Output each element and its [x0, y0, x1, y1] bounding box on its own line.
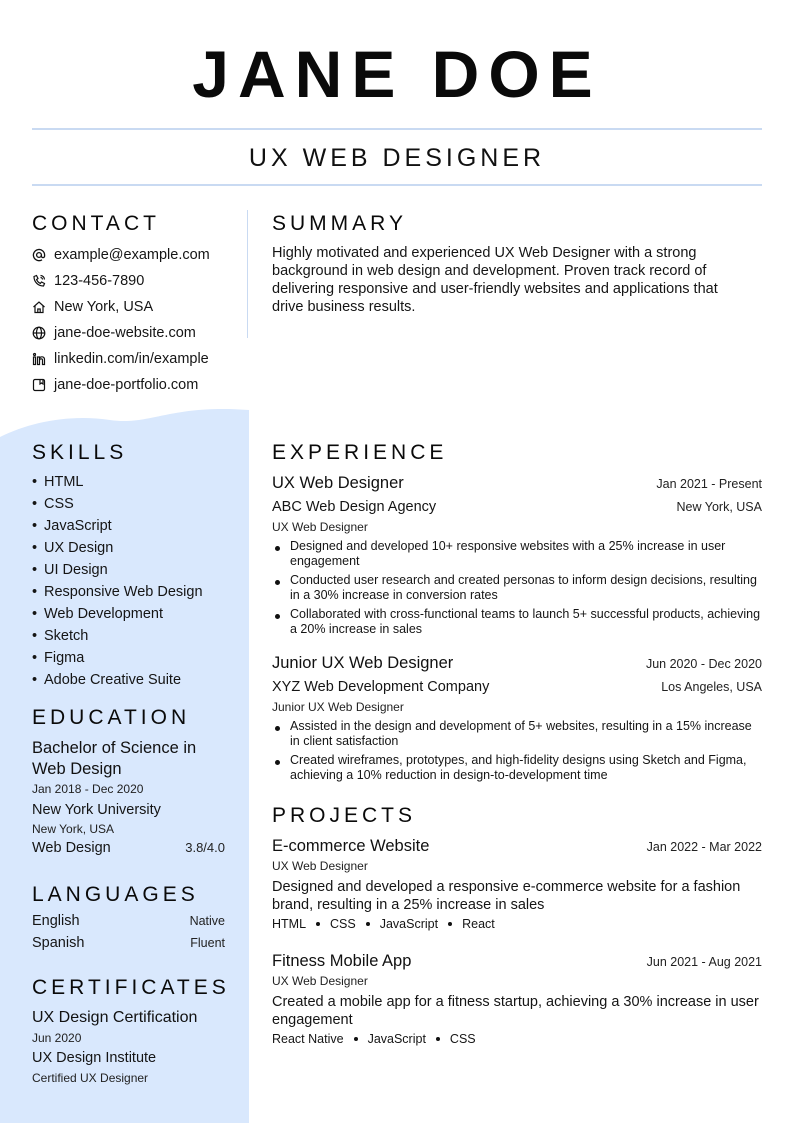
list-item: • HTML	[32, 474, 84, 490]
list-item: Assisted in the design and development of 5+ websites, resulting in a 15% increase in client satisfaction	[272, 719, 762, 749]
languages-heading: LANGUAGES	[32, 883, 199, 906]
school-location: New York, USA	[32, 822, 115, 836]
job-location: New York, USA	[676, 500, 762, 514]
list-item: • Web Development	[32, 606, 164, 622]
language-level: Native	[189, 914, 225, 928]
list-item: • JavaScript	[32, 518, 112, 534]
degree-name: Bachelor of Science in Web Design	[32, 739, 197, 778]
list-item: • UI Design	[32, 562, 108, 578]
languages-list	[32, 913, 225, 957]
school-name: New York University	[32, 802, 161, 818]
list-item: Created wireframes, prototypes, and high-fidelity designs using Sketch and Figma, achieving a 10% reduction in design-to-development time	[272, 753, 762, 783]
list-item: • Figma	[32, 650, 85, 666]
job-bullets	[272, 719, 762, 783]
project-title: E-commerce Website	[272, 837, 430, 855]
list-item: • Sketch	[32, 628, 89, 644]
language-name: English	[32, 913, 80, 929]
projects-heading: PROJECTS	[272, 804, 417, 827]
project-entry	[272, 949, 762, 1046]
certificate-title: UX Design Certification	[32, 1009, 198, 1026]
language-row	[32, 935, 225, 957]
project-tags	[272, 917, 762, 931]
contact-list	[32, 242, 242, 398]
language-name: Spanish	[32, 935, 85, 951]
skills-list	[32, 471, 242, 691]
experience-heading: EXPERIENCE	[272, 441, 448, 464]
tag: CSS	[330, 917, 356, 931]
project-entry	[272, 834, 762, 931]
contact-email[interactable]	[32, 242, 242, 268]
project-dates: Jun 2021 - Aug 2021	[646, 955, 762, 969]
contact-website-text: jane-doe-website.com	[54, 325, 196, 341]
job-title: UX Web Designer	[272, 474, 404, 492]
list-item: • Responsive Web Design	[32, 584, 203, 600]
tag: JavaScript	[379, 917, 439, 931]
certificate-institution: UX Design Institute	[32, 1050, 157, 1066]
project-tags	[272, 1032, 762, 1046]
job-role: Junior UX Web Designer	[272, 700, 404, 714]
contact-portfolio[interactable]	[32, 372, 242, 398]
portfolio-icon	[32, 378, 46, 392]
tag: React Native	[272, 1032, 344, 1046]
summary-text: Highly motivated and experienced UX Web Designer with a strong background in web design and development. Proven track record of delivering responsive and user-friendly websites and applications that drive business results.	[272, 245, 718, 315]
contact-linkedin-text: linkedin.com/in/example	[54, 351, 209, 367]
education-dates: Jan 2018 - Dec 2020	[32, 782, 144, 796]
project-dates: Jan 2022 - Mar 2022	[646, 840, 762, 854]
tag: React	[462, 917, 495, 931]
project-title: Fitness Mobile App	[272, 952, 412, 970]
list-item: Designed and developed 10+ responsive websites with a 25% increase in user engagement	[272, 539, 762, 569]
skills-heading: SKILLS	[32, 441, 128, 464]
tag: HTML	[272, 917, 307, 931]
project-role: UX Web Designer	[272, 974, 368, 988]
field-of-study: Web Design	[32, 840, 111, 856]
contact-phone[interactable]	[32, 268, 242, 294]
phone-icon	[32, 274, 46, 288]
project-role: UX Web Designer	[272, 859, 368, 873]
header-divider-top	[32, 128, 762, 130]
contact-heading: CONTACT	[32, 212, 160, 235]
job-dates: Jun 2020 - Dec 2020	[645, 657, 762, 671]
candidate-name: JANE DOE	[192, 37, 602, 111]
list-item: Conducted user research and created personas to inform design decisions, resulting in a 30% increase in conversion rates	[272, 573, 762, 603]
certificate-entry	[32, 1007, 232, 1087]
at-icon	[32, 248, 46, 262]
project-description: Designed and developed a responsive e-commerce website for a fashion brand, resulting in a 25% increase in sales	[272, 879, 741, 913]
list-item: • CSS	[32, 496, 74, 512]
language-level: Fluent	[190, 936, 225, 950]
certificate-date: Jun 2020	[32, 1031, 82, 1045]
experience-entry	[272, 651, 762, 787]
contact-website[interactable]	[32, 320, 242, 346]
job-company: XYZ Web Development Company	[272, 679, 490, 695]
job-bullets	[272, 539, 762, 637]
gpa: 3.8/4.0	[185, 840, 225, 855]
home-icon	[32, 300, 46, 314]
certificates-heading: CERTIFICATES	[32, 976, 230, 999]
certificate-subtitle: Certified UX Designer	[32, 1071, 149, 1085]
column-divider	[247, 210, 248, 338]
contact-email-text: example@example.com	[54, 247, 210, 263]
education-entry	[32, 738, 225, 856]
list-item: • Adobe Creative Suite	[32, 672, 182, 688]
contact-location	[32, 294, 242, 320]
language-row	[32, 913, 225, 935]
header-divider-bottom	[32, 184, 762, 186]
globe-icon	[32, 326, 46, 340]
job-location: Los Angeles, USA	[661, 680, 762, 694]
experience-entry	[272, 471, 762, 641]
project-description: Created a mobile app for a fitness startup, achieving a 30% increase in user engagement	[272, 994, 759, 1028]
list-item: Collaborated with cross-functional teams to launch 5+ successful products, achieving a 20% increase in sales	[272, 607, 762, 637]
job-title: Junior UX Web Designer	[272, 654, 454, 672]
linkedin-icon	[32, 352, 46, 366]
job-role: UX Web Designer	[272, 520, 368, 534]
job-title-header: UX WEB DESIGNER	[248, 144, 546, 172]
contact-location-text: New York, USA	[54, 299, 154, 315]
job-company: ABC Web Design Agency	[272, 499, 437, 515]
contact-portfolio-text: jane-doe-portfolio.com	[54, 377, 199, 393]
contact-linkedin[interactable]	[32, 346, 242, 372]
summary-heading: SUMMARY	[272, 212, 407, 235]
list-item: • UX Design	[32, 540, 114, 556]
job-dates: Jan 2021 - Present	[656, 477, 762, 491]
tag: JavaScript	[367, 1032, 426, 1046]
education-heading: EDUCATION	[32, 706, 191, 729]
contact-phone-text: 123-456-7890	[54, 273, 145, 289]
tag: CSS	[449, 1032, 476, 1046]
